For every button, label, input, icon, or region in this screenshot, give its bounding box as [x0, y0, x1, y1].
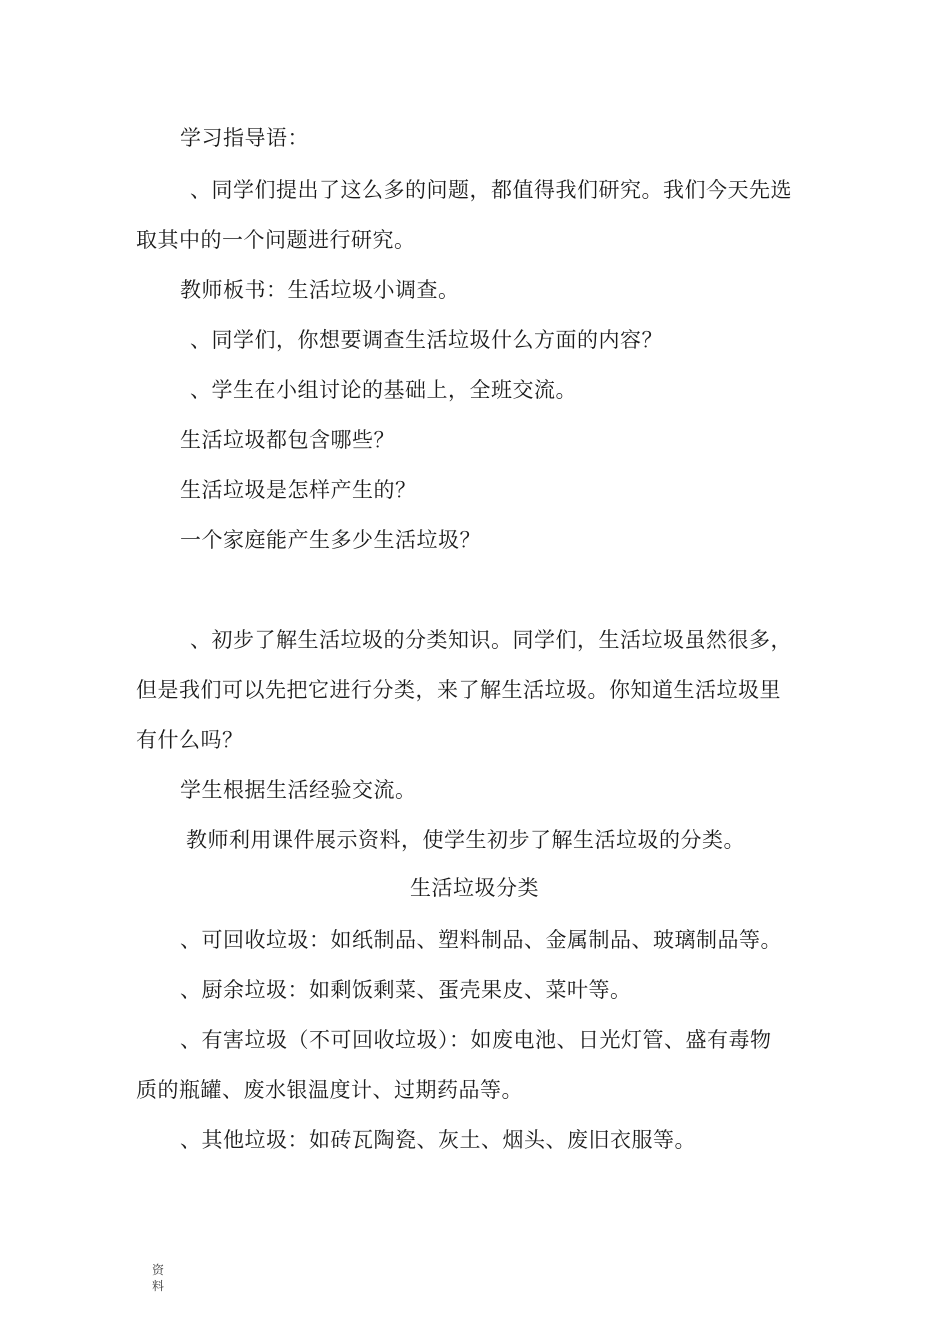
paragraph-line: 、同学们，你想要调查生活垃圾什么方面的内容？ — [190, 328, 663, 352]
paragraph-line: 但是我们可以先把它进行分类，来了解生活垃圾。你知道生活垃圾里 — [136, 678, 781, 702]
paragraph-line: 教师板书：生活垃圾小调查。 — [180, 278, 460, 302]
list-item: 、其他垃圾：如砖瓦陶瓷、灰土、烟头、废旧衣服等。 — [180, 1128, 696, 1152]
paragraph-line: 学生根据生活经验交流。 — [180, 778, 417, 802]
section-heading: 学习指导语： — [180, 126, 309, 150]
list-item: 、可回收垃圾：如纸制品、塑料制品、金属制品、玻璃制品等。 — [180, 928, 782, 952]
question-line: 一个家庭能产生多少生活垃圾？ — [180, 528, 481, 552]
paragraph-line: 有什么吗？ — [136, 728, 244, 752]
paragraph-line: 教师利用课件展示资料，使学生初步了解生活垃圾的分类。 — [186, 828, 745, 852]
list-item: 、有害垃圾（不可回收垃圾）：如废电池、日光灯管、盛有毒物 — [180, 1028, 772, 1052]
list-item-continuation: 质的瓶罐、废水银温度计、过期药品等。 — [136, 1078, 523, 1102]
footer-char: 料 — [151, 1279, 164, 1293]
centered-subtitle: 生活垃圾分类 — [410, 876, 539, 900]
paragraph-line: 、学生在小组讨论的基础上，全班交流。 — [190, 378, 577, 402]
footer-mark — [151, 1262, 165, 1294]
paragraph-line: 、初步了解生活垃圾的分类知识。同学们，生活垃圾虽然很多， — [190, 628, 792, 652]
footer-char: 资 — [151, 1263, 164, 1277]
list-item: 、厨余垃圾：如剩饭剩菜、蛋壳果皮、菜叶等。 — [180, 978, 632, 1002]
paragraph-line: 、同学们提出了这么多的问题，都值得我们研究。我们今天先选 — [190, 178, 792, 202]
paragraph-line: 取其中的一个问题进行研究。 — [136, 228, 416, 252]
question-line: 生活垃圾都包含哪些？ — [180, 428, 395, 452]
question-line: 生活垃圾是怎样产生的？ — [180, 478, 417, 502]
